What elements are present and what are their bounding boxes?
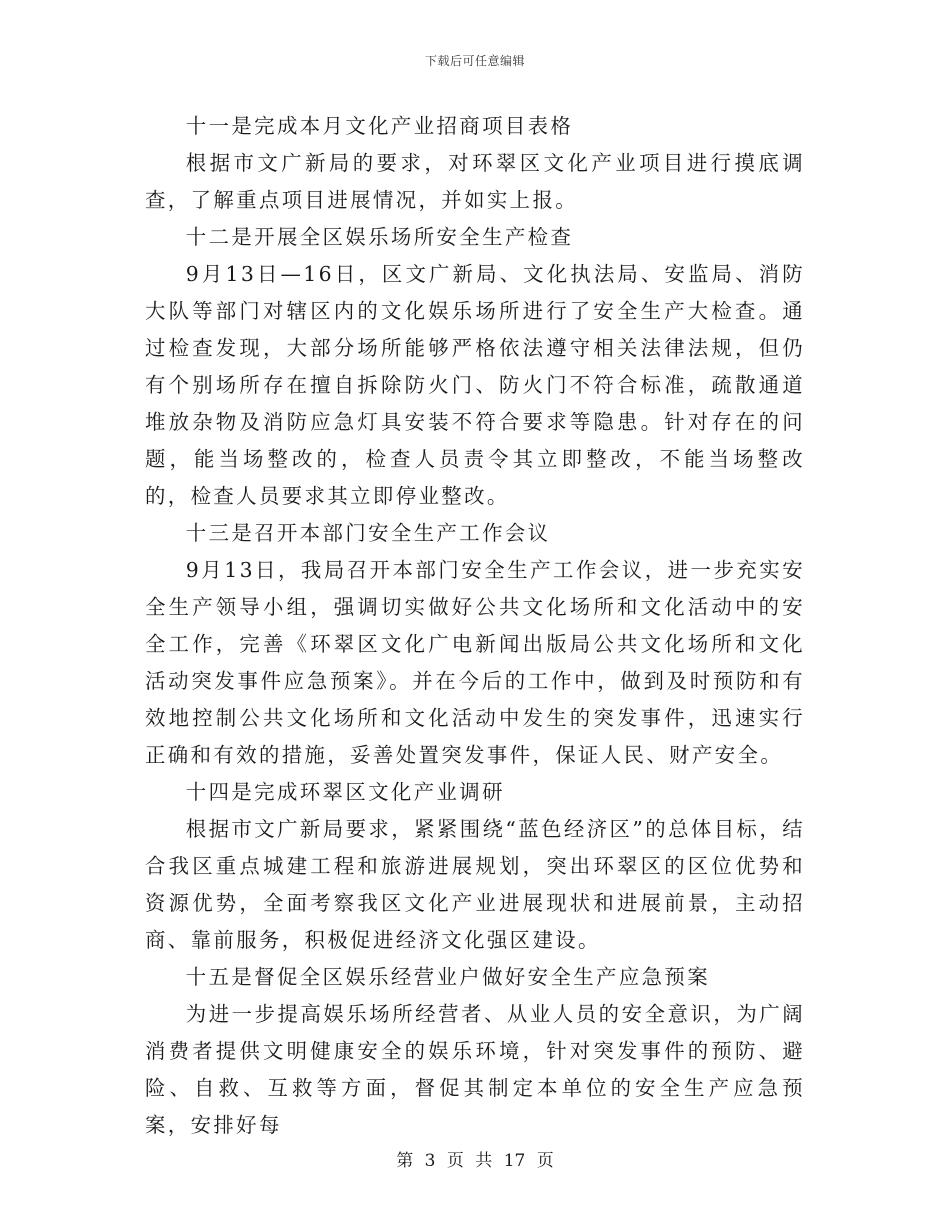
document-body bbox=[145, 108, 805, 1144]
page-header: 下载后可任意编辑 bbox=[424, 54, 525, 68]
page-number-footer: 第 3 页 共 17 页 bbox=[396, 1151, 554, 1171]
section-heading-15: 十五是督促全区娱乐经营业户做好安全生产应急预案 bbox=[185, 965, 710, 989]
section-heading-13: 十三是召开本部门安全生产工作会议 bbox=[185, 521, 551, 545]
body-paragraph: 9月13日—16日，区文广新局、文化执法局、安监局、消防大队等部门对辖区内的文化娱乐场所进行了安全生产大检查。通过检查发现，大部分场所能够严格依法遵守相关法律法规，但仍有个别场所存在擅自拆除防火门、防火门不符合标准，疏散通道堆放杂物及消防应急灯具安装不符合要求等隐患。针对存在的问题，能当场整改的，检查人员责令其立即整改，不能当场整改的，检查人员要求其立即停业整改。 bbox=[145, 262, 805, 508]
body-paragraph: 为进一步提高娱乐场所经营者、从业人员的安全意识，为广阔消费者提供文明健康安全的娱乐环境，针对突发事件的预防、避险、自救、互救等方面，督促其制定本单位的安全生产应急预案，安排好每 bbox=[145, 1002, 805, 1137]
section-heading-14: 十四是完成环翠区文化产业调研 bbox=[185, 780, 505, 804]
body-paragraph: 9月13日，我局召开本部门安全生产工作会议，进一步充实安全生产领导小组，强调切实做好公共文化场所和文化活动中的安全工作，完善《环翠区文化广电新闻出版局公共文化场所和文化活动突发事件应急预案》。并在今后的工作中，做到及时预防和有效地控制公共文化场所和文化活动中发生的突发事件，迅速实行正确和有效的措施，妥善处置突发事件，保证人民、财产安全。 bbox=[145, 558, 805, 767]
body-paragraph: 根据市文广新局的要求，对环翠区文化产业项目进行摸底调查，了解重点项目进展情况，并如实上报。 bbox=[145, 151, 805, 212]
section-heading-12: 十二是开展全区娱乐场所安全生产检查 bbox=[185, 225, 574, 249]
section-heading-11: 十一是完成本月文化产业招商项目表格 bbox=[185, 114, 574, 138]
body-paragraph: 根据市文广新局要求，紧紧围绕“蓝色经济区”的总体目标，结合我区重点城建工程和旅游进展规划，突出环翠区的区位优势和资源优势，全面考察我区文化产业进展现状和进展前景，主动招商、靠前服务，积极促进经济文化强区建设。 bbox=[145, 817, 805, 952]
